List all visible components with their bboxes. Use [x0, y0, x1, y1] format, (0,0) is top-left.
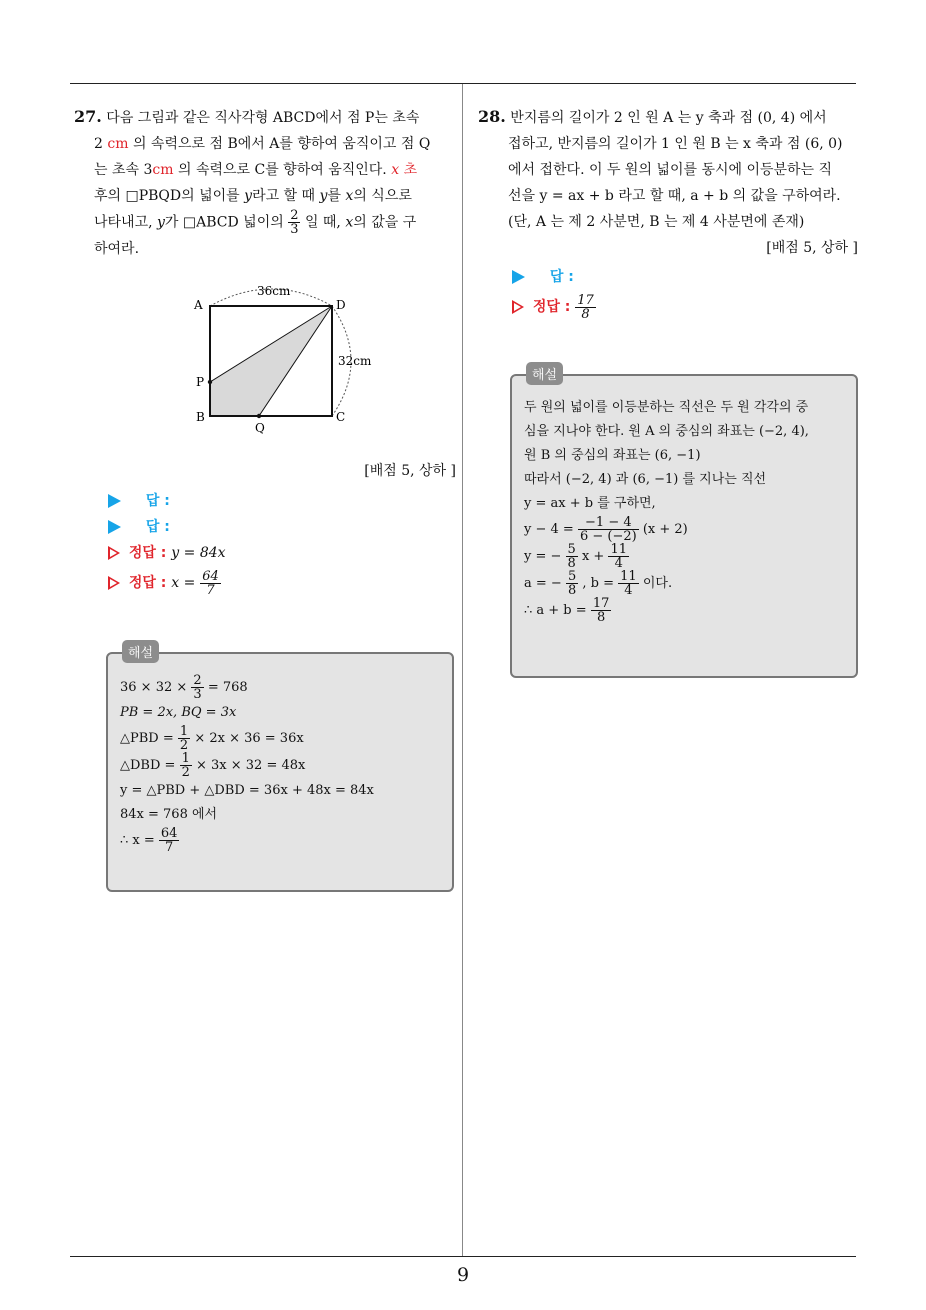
width-label: 36cm: [257, 284, 291, 298]
question-text-fragment: 가 □ABCD 넓이의: [164, 214, 284, 231]
question-text-line: 의 속력으로 점 B에서 A를 향하여 움직이고 점 Q: [132, 136, 431, 152]
label-d: D: [336, 298, 346, 312]
points-label: [배점 5, 상하 ]: [364, 463, 456, 479]
question-text-fragment: 의 속력으로 C를 향하여 움직인다.: [177, 162, 387, 178]
question-text-fragment: 라고 할 때: [252, 188, 316, 204]
question-text-fragment: 일 때,: [304, 214, 341, 231]
correct-answer-row: [108, 540, 448, 566]
question-text-fragment: 를: [327, 188, 341, 204]
correct-answer-row: [108, 566, 448, 600]
fraction: $\frac{5}{8}$: [567, 569, 577, 598]
explanation-box-27: 해설 36 × 32 × $\frac{2}{3}$ = 768 PB = 2x, BQ = 3x △PBD = $\frac{1}{2}$ × 2x × 36 = 36x △DBD = $\frac{1}{2}$ × 3x × 32 = 48x y = △PBD + △DBD = 36x + 48x = 84x 84x = 768 에서 ∴ x = $\frac{64}{7}$: [106, 652, 454, 892]
fraction: $\frac{11}{4}$: [610, 542, 628, 571]
rectangle-figure: [184, 280, 384, 435]
answer-label: 답 :: [145, 493, 170, 509]
bottom-rule: [70, 1256, 856, 1257]
play-arrow-icon: [512, 270, 525, 284]
label-b: B: [196, 410, 205, 424]
play-arrow-icon: [108, 520, 121, 534]
speed-p: 2: [94, 136, 103, 152]
question-text-fragment: 나타내고,: [94, 214, 153, 231]
correct-value: x =: [171, 575, 196, 591]
var-x: x: [345, 214, 354, 231]
outline-arrow-icon: [108, 576, 120, 590]
fraction: $\frac{1}{2}$: [181, 751, 190, 780]
top-rule: [70, 83, 856, 84]
fraction: $\frac{64}{7}$: [160, 826, 178, 855]
label-q: Q: [255, 421, 265, 435]
fraction: $\frac{2}{3}$: [193, 673, 202, 702]
unit-cm: cm: [152, 162, 174, 178]
var-y: y: [244, 188, 253, 204]
label-p: P: [196, 375, 205, 389]
var-y: y: [319, 188, 328, 204]
point-q: [257, 414, 261, 418]
question-text-fragment: 는 초속 3: [94, 162, 153, 178]
shaded-quadrilateral: [210, 306, 332, 416]
question-text-fragment: 의 값을 구: [353, 214, 417, 231]
var-x: x: [345, 188, 354, 204]
question-number: 27.: [74, 107, 102, 126]
question-text-line: 선을 y = ax + b 라고 할 때, a + b 의 값을 구하여라.: [508, 188, 841, 204]
point-p: [208, 380, 212, 384]
fraction: $\frac{2}{3}$: [290, 208, 299, 237]
answer-block: [512, 264, 852, 324]
column-divider: [462, 84, 463, 1256]
play-arrow-icon: [108, 494, 121, 508]
question-text-line: 다음 그림과 같은 직사각형 ABCD에서 점 P는 초속: [106, 110, 420, 126]
var-x: x: [391, 162, 400, 178]
fraction: $\frac{-1 - 4}{6 - (-2)}$: [579, 515, 637, 544]
question-text-fragment: 의 식으로: [353, 188, 412, 204]
explanation-tag: 해설: [526, 362, 563, 385]
question-number: 28.: [478, 107, 506, 126]
page-number: 9: [456, 1264, 470, 1286]
answer-row[interactable]: [108, 488, 448, 514]
explanation-tag: 해설: [122, 640, 159, 663]
outline-arrow-icon: [512, 300, 524, 314]
answer-block: [108, 488, 448, 600]
question-27: [74, 104, 456, 598]
fraction: $\frac{64}{7}$: [202, 568, 219, 598]
outline-arrow-icon: [108, 546, 120, 560]
fraction: $\frac{11}{4}$: [620, 569, 637, 598]
correct-value: y = 84x: [171, 545, 226, 561]
correct-answer-row: [512, 290, 852, 324]
fraction: $\frac{17}{8}$: [592, 596, 610, 625]
answer-label: 답 :: [145, 519, 170, 535]
points-label: [배점 5, 상하 ]: [766, 240, 858, 256]
explanation-box-28: 해설 두 원의 넓이를 이등분하는 직선은 두 원 각각의 중 심을 지나야 한다. 원 A 의 중심의 좌표는 (−2, 4), 원 B 의 중심의 좌표는 (6, −1) 따라서 (−2, 4) 과 (6, −1) 를 지나는 직선 y = ax + b 를 구하면, y − 4 = $\frac{-1 - 4}{6 - (-2)}$ (x + 2) y = − $\frac{5}{8}$ x + $\frac{11}{4}$ a = − $\frac{5}{8}$ , b = $\frac{11}{4}$ 이다. ∴ a + b = $\frac{17}{8}$: [510, 374, 858, 678]
fraction: $\frac{5}{8}$: [567, 542, 576, 571]
unit-second: 초: [403, 162, 418, 178]
question-text-fragment: 하여라.: [94, 241, 140, 257]
correct-label: 정답 :: [128, 545, 167, 561]
fraction: $\frac{1}{2}$: [179, 724, 189, 753]
correct-label: 정답 :: [532, 299, 571, 315]
answer-row[interactable]: [512, 264, 852, 290]
question-text-line: 접하고, 반지름의 길이가 1 인 원 B 는 x 축과 점 (6, 0): [508, 136, 843, 152]
label-a: A: [194, 298, 203, 312]
unit-cm: cm: [107, 136, 129, 152]
correct-label: 정답 :: [128, 575, 167, 591]
answer-row[interactable]: [108, 514, 448, 540]
height-label: 32cm: [338, 354, 372, 368]
question-text-line: 에서 접한다. 이 두 원의 넓이를 동시에 이등분하는 직: [508, 162, 833, 178]
label-c: C: [336, 410, 346, 424]
question-text-line: 반지름의 길이가 2 인 원 A 는 y 축과 점 (0, 4) 에서: [510, 110, 827, 126]
var-y: y: [157, 214, 165, 231]
answer-label: 답 :: [549, 269, 574, 285]
fraction: $\frac{17}{8}$: [577, 292, 594, 322]
question-text-fragment: 후의 □PBQD의 넓이를: [94, 188, 240, 204]
question-text-line: (단, A 는 제 2 사분면, B 는 제 4 사분면에 존재): [508, 214, 805, 230]
question-28: [478, 104, 858, 322]
